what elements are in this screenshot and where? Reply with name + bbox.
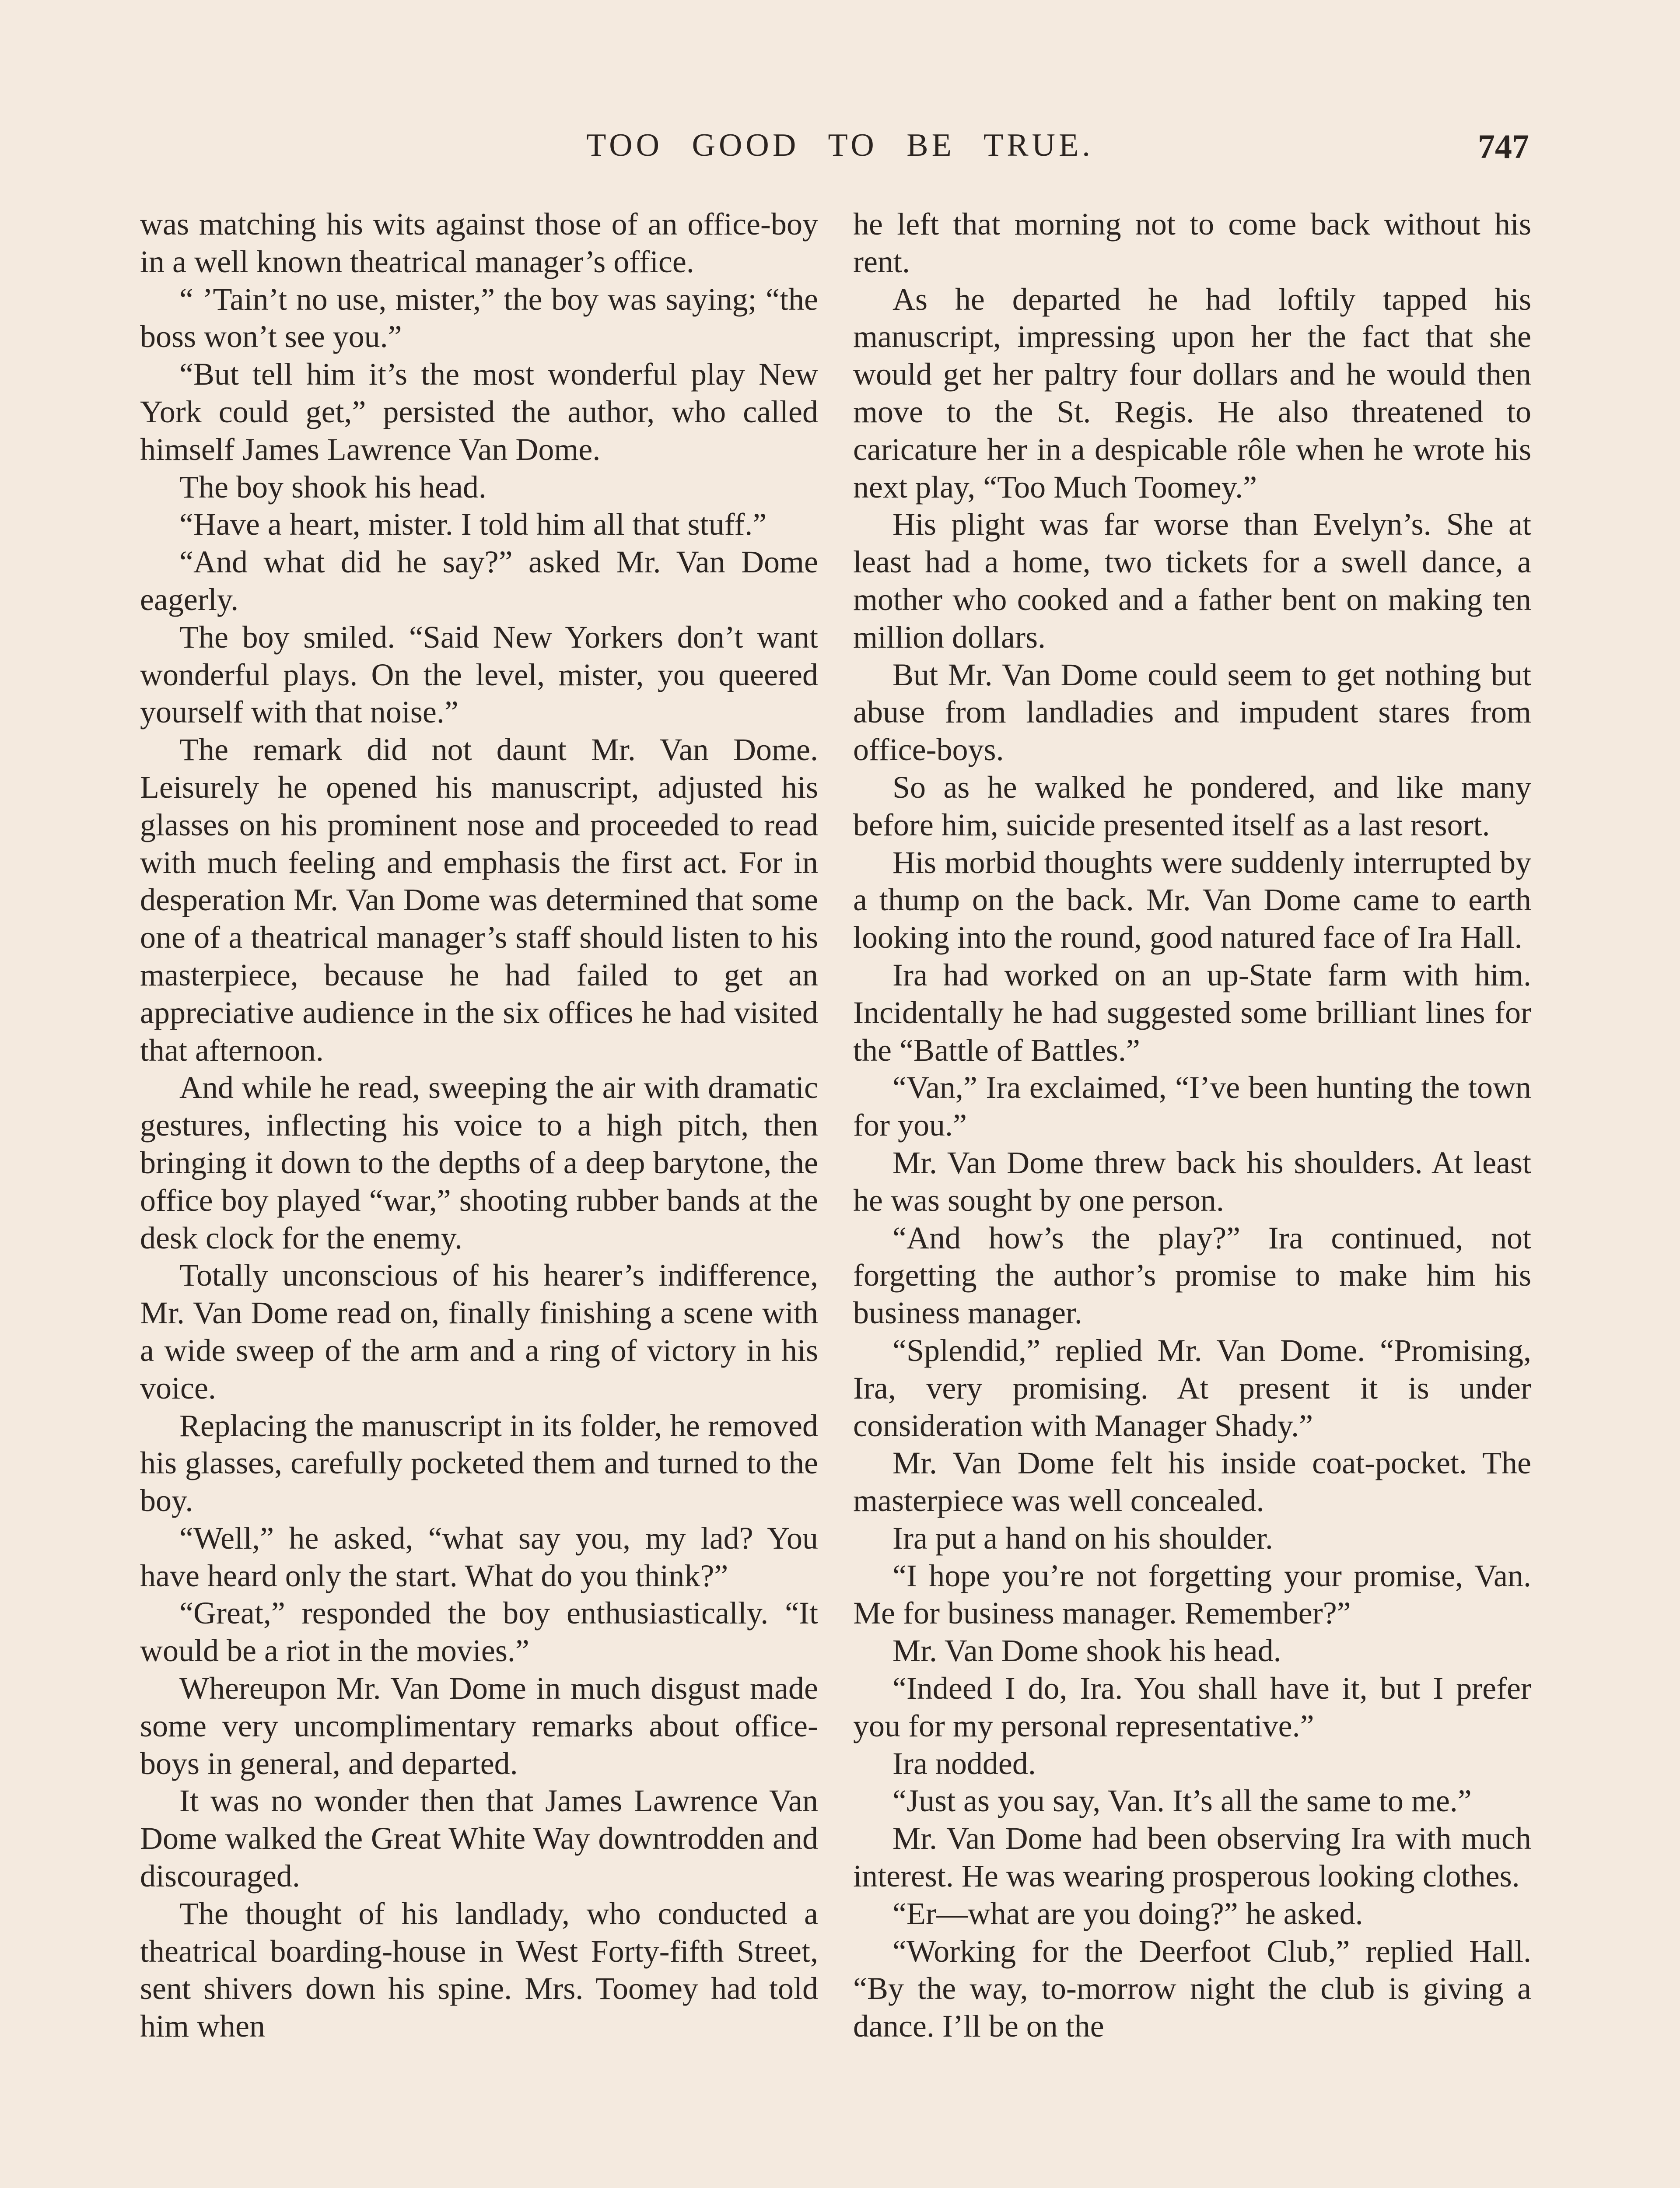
paragraph: “But tell him it’s the most wonderful play New York could get,” persisted the author, who called himself James Lawrence Van Dome. (140, 357, 818, 467)
right-text-column (853, 206, 1531, 2045)
paragraph: Ira put a hand on his shoulder. (892, 1520, 1273, 1556)
paragraph: The thought of his landlady, who conducted a theatrical boarding-house in West Forty-fifth Street, sent shivers down his spine. Mrs. Toomey had told him when (140, 1896, 818, 2044)
paragraph: Ira had worked on an up-State farm with him. Incidentally he had suggested some brilliant lines for the “Battle of Battles.” (853, 957, 1531, 1068)
paragraph: So as he walked he pondered, and like many before him, suicide presented itself as a last resort. (853, 769, 1531, 842)
paragraph: “Van,” Ira exclaimed, “I’ve been hunting the town for you.” (853, 1070, 1531, 1143)
paragraph: “And what did he say?” asked Mr. Van Dome eagerly. (140, 544, 818, 617)
paragraph: “Have a heart, mister. I told him all that stuff.” (179, 507, 767, 542)
paragraph: “I hope you’re not forgetting your promise, Van. Me for business manager. Remember?” (853, 1558, 1531, 1631)
paragraph: was matching his wits against those of an office-boy in a well known theatrical manager’s office. (140, 207, 818, 279)
paragraph: “Great,” responded the boy enthusiastically. “It would be a riot in the movies.” (140, 1595, 818, 1669)
paragraph: Ira nodded. (892, 1746, 1036, 1781)
paragraph: The boy smiled. “Said New Yorkers don’t want wonderful plays. On the level, mister, you queered yourself with that noise.” (140, 619, 818, 730)
paragraph: The boy shook his head. (179, 469, 486, 505)
paragraph: Mr. Van Dome shook his head. (892, 1633, 1281, 1669)
paragraph: His morbid thoughts were suddenly interrupted by a thump on the back. Mr. Van Dome came to earth looking into the round, good natured face of Ira Hall. (853, 845, 1531, 955)
paragraph: Replacing the manuscript in its folder, he removed his glasses, carefully pocketed them and turned to the boy. (140, 1408, 818, 1518)
paragraph: It was no wonder then that James Lawrence Van Dome walked the Great White Way downtrodden and discouraged. (140, 1783, 818, 1894)
paragraph: The remark did not daunt Mr. Van Dome. Leisurely he opened his manuscript, adjusted his glasses on his prominent nose and proceeded to read with much feeling and emphasis the first act. For in desperation Mr. Van Dome was determined that some one of a theatrical manager’s staff should listen to his masterpiece, because he had failed to get an appreciative audience in the six offices he had visited that afternoon. (140, 732, 818, 1068)
paragraph: “And how’s the play?” Ira continued, not forgetting the author’s promise to make him his business manager. (853, 1220, 1531, 1331)
paragraph: As he departed he had loftily tapped his manuscript, impressing upon her the fact that she would get her paltry four dollars and he would then move to the St. Regis. He also threatened to caricature her in a despicable rôle when he wrote his next play, “Too Much Toomey.” (853, 281, 1531, 505)
paragraph: Whereupon Mr. Van Dome in much disgust made some very uncomplimentary remarks about office-boys in general, and departed. (140, 1671, 818, 1781)
paragraph: “Just as you say, Van. It’s all the same to me.” (892, 1783, 1472, 1819)
paragraph: Mr. Van Dome had been observing Ira with much interest. He was wearing prosperous looking clothes. (853, 1821, 1531, 1894)
paragraph: And while he read, sweeping the air with dramatic gestures, inflecting his voice to a high pitch, then bringing it down to the depths of a deep barytone, the office boy played “war,” shooting rubber bands at the desk clock for the enemy. (140, 1070, 818, 1255)
paragraph: “Splendid,” replied Mr. Van Dome. “Promising, Ira, very promising. At present it is under consideration with Manager Shady.” (853, 1332, 1531, 1443)
running-title: TOO GOOD TO BE TRUE. (586, 127, 1094, 163)
paragraph: Mr. Van Dome threw back his shoulders. At least he was sought by one person. (853, 1145, 1531, 1218)
paragraph: he left that morning not to come back without his rent. (853, 207, 1531, 279)
paragraph: “Working for the Deerfoot Club,” replied Hall. “By the way, to-morrow night the club is giving a dance. I’ll be on the (853, 1933, 1531, 2044)
paragraph: “ ’Tain’t no use, mister,” the boy was saying; “the boss won’t see you.” (140, 281, 818, 354)
paragraph: “Indeed I do, Ira. You shall have it, but I prefer you for my personal representative.” (853, 1671, 1531, 1743)
paragraph: His plight was far worse than Evelyn’s. She at least had a home, two tickets for a swell dance, a mother who cooked and a father bent on making ten million dollars. (853, 507, 1531, 655)
paragraph: But Mr. Van Dome could seem to get nothing but abuse from landladies and impudent stares from office-boys. (853, 657, 1531, 768)
paragraph: “Er—what are you doing?” he asked. (892, 1896, 1363, 1931)
paragraph: Totally unconscious of his hearer’s indifference, Mr. Van Dome read on, finally finishing a scene with a wide sweep of the arm and a ring of victory in his voice. (140, 1258, 818, 1406)
left-text-column (140, 206, 818, 2045)
page-number: 747 (1478, 127, 1529, 165)
paragraph: Mr. Van Dome felt his inside coat-pocket. The masterpiece was well concealed. (853, 1445, 1531, 1518)
paragraph: “Well,” he asked, “what say you, my lad? You have heard only the start. What do you think?” (140, 1520, 818, 1593)
